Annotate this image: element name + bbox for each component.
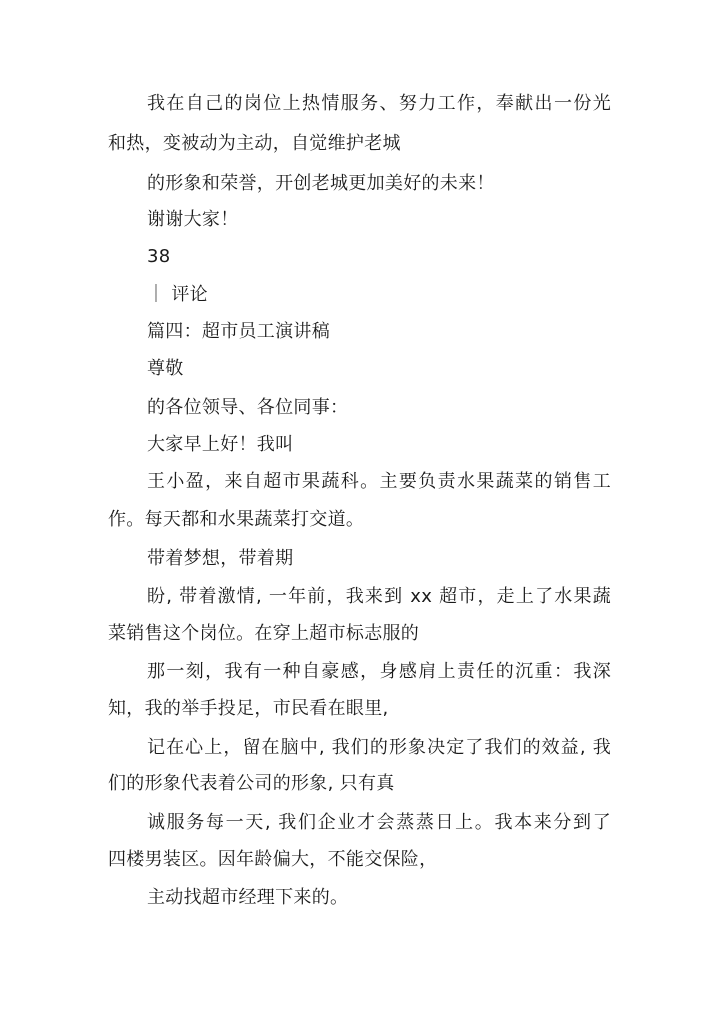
paragraph-line: 知，我的举手投足，市民看在眼里, <box>108 698 389 719</box>
paragraph-line: 作。每天都和水果蔬菜打交道。 <box>108 509 365 530</box>
comment-label: ｜ 评论 <box>147 284 208 305</box>
paragraph-line: 那一刻，我有一种自豪感，身感肩上责任的沉重：我深 <box>147 661 611 682</box>
page-count: 38 <box>147 246 171 267</box>
paragraph-line: 主动找超市经理下来的。 <box>147 887 349 908</box>
paragraph-line: 带着梦想，带着期 <box>147 548 294 569</box>
paragraph-line: 和热，变被动为主动，自觉维护老城 <box>108 133 401 154</box>
paragraph-line: 的形象和荣誉，开创老城更加美好的未来！ <box>147 173 495 194</box>
paragraph-line: 我在自己的岗位上热情服务、努力工作，奉献出一份光 <box>147 93 611 114</box>
paragraph-line: 菜销售这个岗位。在穿上超市标志服的 <box>108 623 420 644</box>
paragraph-line: 盼, 带着激情, 一年前，我来到 xx 超市，走上了水果蔬 <box>147 586 611 607</box>
paragraph-line: 诚服务每一天, 我们企业才会蒸蒸日上。我本来分到了 <box>147 812 611 833</box>
paragraph-line: 谢谢大家！ <box>147 209 239 230</box>
paragraph-line: 四楼男装区。因年龄偏大，不能交保险， <box>108 849 438 870</box>
paragraph-line: 大家早上好！我叫 <box>147 434 294 455</box>
section-heading: 篇四：超市员工演讲稿 <box>147 321 330 342</box>
paragraph-line: 们的形象代表着公司的形象, 只有真 <box>108 773 395 794</box>
paragraph-line: 尊敬 <box>147 358 184 379</box>
paragraph-line: 记在心上，留在脑中, 我们的形象决定了我们的效益, 我 <box>147 737 611 758</box>
paragraph-line: 的各位领导、各位同事： <box>147 397 349 418</box>
paragraph-line: 王小盈，来自超市果蔬科。主要负责水果蔬菜的销售工 <box>147 471 611 492</box>
